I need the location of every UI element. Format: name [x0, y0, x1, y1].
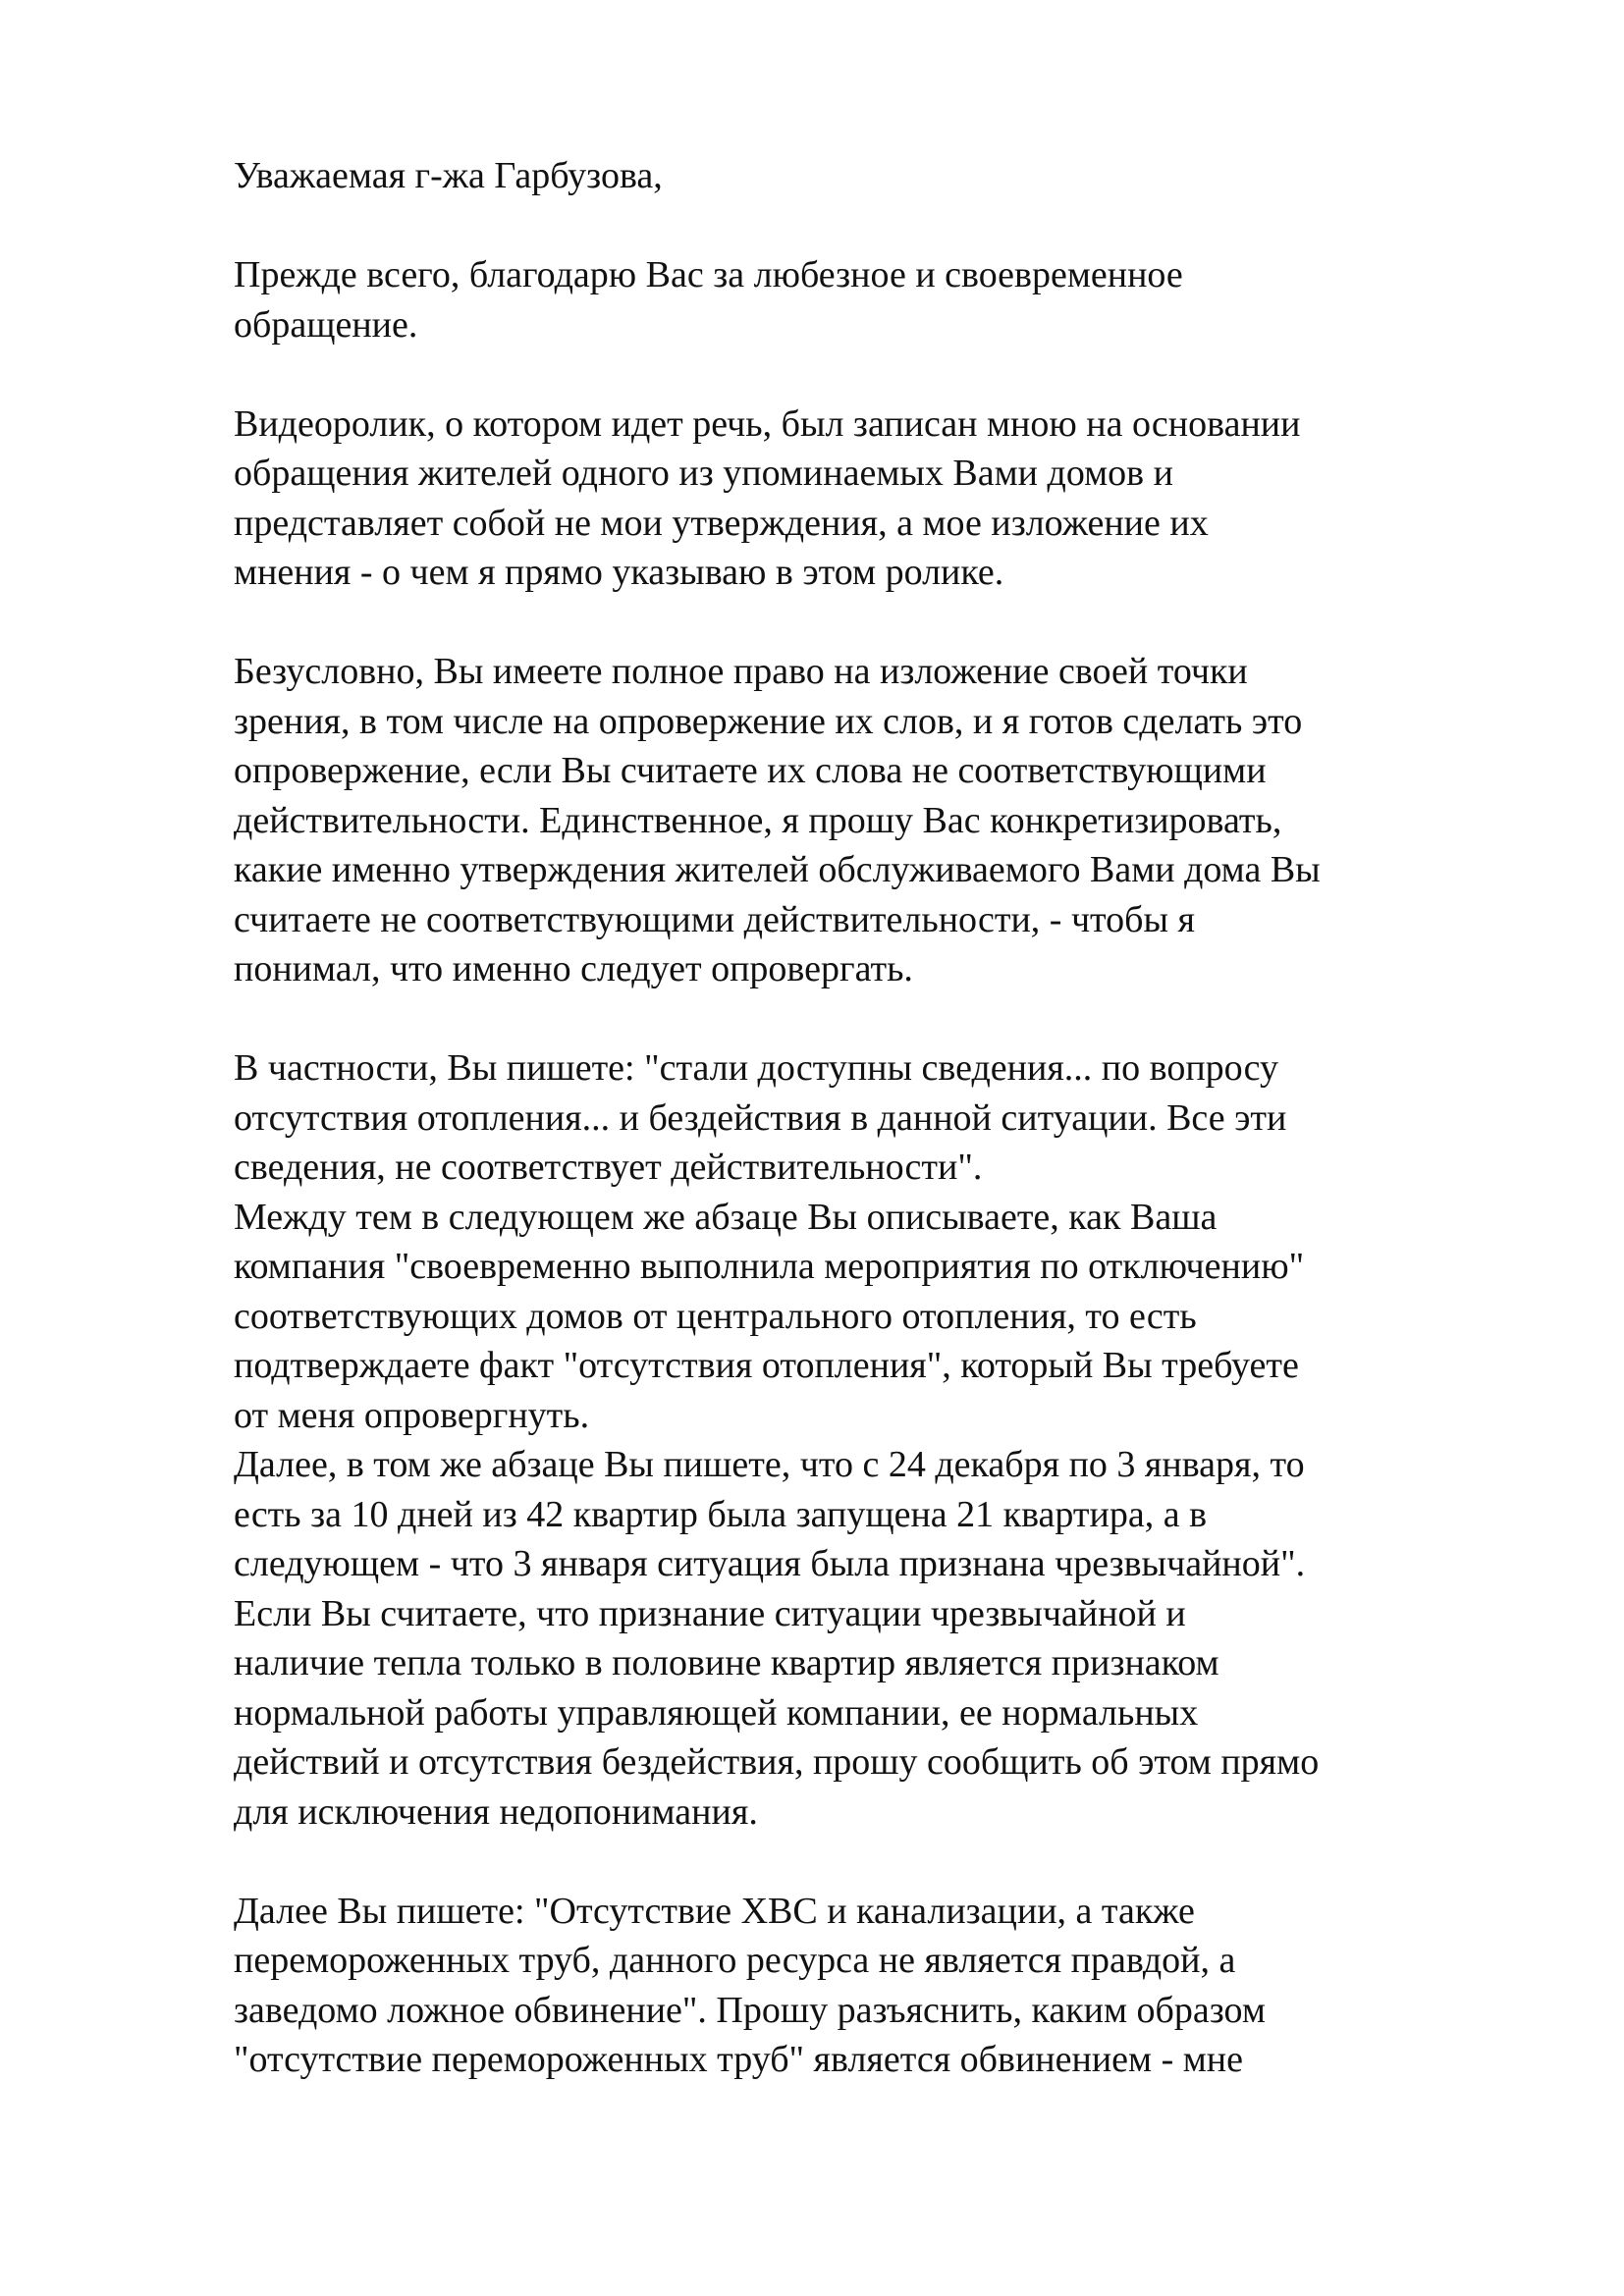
letter-page — [234, 151, 1549, 2085]
text-line: понимал, что именно следует опровергать. — [234, 948, 913, 989]
text-line: Прежде всего, благодарю Вас за любезное и своевременное — [234, 254, 1183, 295]
text-line: считаете не соответствующими действительности, - чтобы я — [234, 898, 1196, 940]
text-line: заведомо ложное обвинение". Прошу разъяснить, каким образом — [234, 1989, 1266, 2031]
text-line: действий и отсутствия бездействия, прошу сообщить об этом прямо — [234, 1741, 1320, 1783]
text-line: Между тем в следующем же абзаце Вы описываете, как Ваша — [234, 1196, 1218, 1238]
text-line: следующем - что 3 января ситуация была признана чрезвычайной". — [234, 1543, 1306, 1584]
paragraph-video — [234, 400, 1549, 598]
text-line: мнения - о чем я прямо указываю в этом ролике. — [234, 552, 1004, 593]
paragraph-thanks — [234, 250, 1549, 349]
paragraph-details — [234, 1043, 1549, 1837]
text-line: Далее Вы пишете: "Отсутствие ХВС и канализации, а также — [234, 1890, 1195, 1932]
text-line: нормальной работы управляющей компании, ее нормальных — [234, 1691, 1199, 1734]
text-line: есть за 10 дней из 42 квартир была запущена 21 квартира, а в — [234, 1493, 1208, 1535]
text-line: сведения, не соответствует действительности". — [234, 1147, 983, 1188]
text-line: представляет собой не мои утверждения, а мое изложение их — [234, 502, 1209, 544]
text-line: действительности. Единственное, я прошу Вас конкретизировать, — [234, 799, 1282, 841]
text-line: соответствующих домов от центрального отопления, то есть — [234, 1295, 1197, 1337]
paragraph-water — [234, 1887, 1549, 2085]
text-line: опровержение, если Вы считаете их слова не соответствующими — [234, 750, 1267, 791]
text-line: перемороженных труб, данного ресурса не является правдой, а — [234, 1940, 1236, 1981]
text-line: наличие тепла только в половине квартир является признаком — [234, 1642, 1219, 1683]
text-line: подтверждаете факт "отсутствия отопления", который Вы требуете — [234, 1345, 1299, 1386]
text-line: В частности, Вы пишете: "стали доступны сведения... по вопросу — [234, 1047, 1278, 1089]
text-line: обращение. — [234, 303, 418, 346]
text-line: отсутствия отопления... и бездействия в данной ситуации. Все эти — [234, 1096, 1287, 1139]
text-line: компания "своевременно выполнила мероприятия по отключению" — [234, 1246, 1305, 1287]
text-line: для исключения недопонимания. — [234, 1790, 758, 1833]
text-line: какие именно утверждения жителей обслуживаемого Вами дома Вы — [234, 849, 1321, 890]
text-line: Если Вы считаете, что признание ситуации чрезвычайной и — [234, 1592, 1186, 1634]
greeting: Уважаемая г-жа Гарбузова, — [234, 155, 663, 196]
text-line: "отсутствие перемороженных труб" является обвинением - мне — [234, 2039, 1243, 2080]
text-line: обращения жителей одного из упоминаемых Вами домов и — [234, 453, 1173, 494]
text-line: зрения, в том числе на опровержение их слов, и я готов сделать это — [234, 700, 1303, 742]
text-line: от меня опровергнуть. — [234, 1394, 590, 1436]
paragraph-rebuttal-right — [234, 647, 1549, 994]
text-line: Далее, в том же абзаце Вы пишете, что с 24 декабря по 3 января, то — [234, 1444, 1305, 1485]
text-line: Видеоролик, о котором идет речь, был записан мною на основании — [234, 402, 1301, 445]
text-line: Безусловно, Вы имеете полное право на изложение своей точки — [234, 651, 1248, 692]
